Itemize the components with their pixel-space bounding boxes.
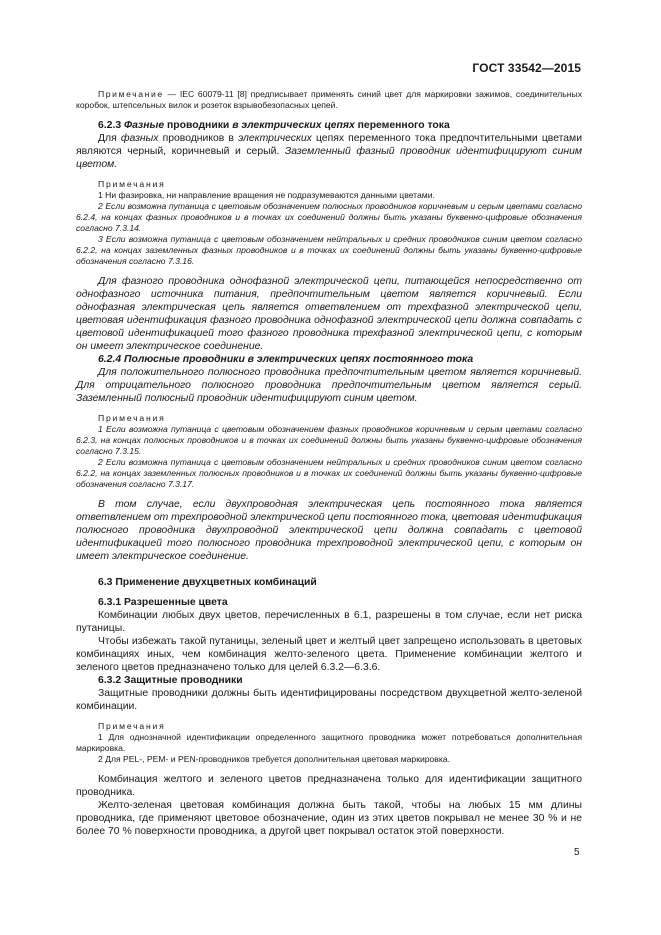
text-run: Для <box>98 133 121 144</box>
note-item: 1 Ни фазировка, ни направление вращения не подразумеваются данными цветами. <box>98 190 435 200</box>
page-number: 5 <box>574 847 580 858</box>
heading-number: 6.2.3 <box>98 120 124 131</box>
paragraph-pole-colors: Для положительного полюсного проводника предпочтительным цветом является коричневый. Для отрицательного полюсного проводника предпочтительным цветом является серый. Заземленный полюсный проводник идентифицируют синим цветом. <box>76 367 582 404</box>
paragraph-coverage-rule: Желто-зеленая цветовая комбинация должна быть такой, чтобы на любых 15 мм длины проводника, где применяют цветовое обозначение, один из этих цветов покрывал не менее 30 % и не более 70 % поверхности проводника, а другой цвет покрывал остаток этой поверхности. <box>76 800 582 837</box>
note-item: 2 Если возможна путаница с цветовым обозначением нейтральных и средних проводников синим цветом согласно 6.2.2, на концах заземленных полюсных проводников и в точках их соединений должны быть указаны буквенно-цифровые обозначения согласно 7.3.17. <box>76 457 582 489</box>
note-label: Примечание <box>98 89 164 99</box>
paragraph-phase-colors <box>76 132 582 171</box>
document-id: ГОСТ 33542—2015 <box>472 61 581 75</box>
heading-6-2-4: 6.2.4 Полюсные проводники в электрических цепях постоянного тока <box>98 354 474 365</box>
note-item: 2 Для PEL-, PEM- и PEN-проводников требуется дополнительная цветовая маркировка. <box>98 754 450 764</box>
heading-part: переменного тока <box>354 120 450 131</box>
heading-6-3-2: 6.3.2 Защитные проводники <box>98 675 243 686</box>
text-run: проводников в <box>158 133 239 144</box>
heading-6-3-1: 6.3.1 Разрешенные цвета <box>98 597 228 608</box>
note-item: 3 Если возможна путаница с цветовым обозначением нейтральных и средних проводников синим цветом согласно 6.2.2, на концах заземленных фазных проводников и в точках их соединений должны быть указаны буквенно-цифровые обозначения согласно 7.3.16. <box>76 234 582 266</box>
notes-title: Примечания <box>98 413 166 423</box>
note-item: 1 Для однозначной идентификации определенного защитного проводника может потребоваться дополнительная маркировка. <box>76 732 582 753</box>
paragraph-combination-purpose: Комбинация желтого и зеленого цветов предназначена только для идентификации защитного проводника. <box>76 774 582 798</box>
text-run: Заземленный фазный проводник идентифицируют синим цветом. <box>76 146 582 170</box>
note-iec <box>76 89 582 111</box>
paragraph-two-wire: В том случае, если двухпроводная электрическая цепь постоянного тока является ответвлением от трехпроводной электрической цепи постоянного тока, цветовая идентификация полюсного проводника двухпроводной электрической цепи должна совпадать с цветовой идентификацией того полюсного проводника трехпроводной электрической цепи, с которым он имеет электрическое соединение. <box>76 499 582 562</box>
paragraph-single-phase: Для фазного проводника однофазной электрической цепи, питающейся непосредственно от однофазного источника питания, предпочтительным цветом является коричневый. Если однофазная электрическая цепь является ответвлением от трехфазной электрической цепи, цветовая идентификация фазного проводника однофазной электрической цепи должна совпадать с цветовой идентификацией того фазного проводника трехфазной электрической цепи, с которым он имеет электрическое соединение. <box>76 276 582 352</box>
heading-part: Фазные <box>124 120 165 131</box>
text-run: электрических <box>238 133 312 144</box>
heading-part: в электрических цепях <box>232 120 355 131</box>
paragraph-allowed-colors: Комбинации любых двух цветов, перечисленных в 6.1, разрешены в том случае, если нет риска путаницы. <box>76 610 582 634</box>
page-content <box>76 89 582 838</box>
heading-6-2-3 <box>76 119 582 132</box>
paragraph-protective-conductors: Защитные проводники должны быть идентифицированы посредством двухцветной желто-зеленой комбинации. <box>76 688 582 712</box>
note-text: — IEC 60079-11 [8] предписывает применять синий цвет для маркировки зажимов, соединительных коробок, штепсельных вилок и розеток взрывобезопасных цепей. <box>76 89 582 110</box>
text-run: фазных <box>120 133 159 144</box>
notes-title: Примечания <box>98 179 166 189</box>
notes-title: Примечания <box>98 721 166 731</box>
text-run: цепях переменного тока предпочтительными цветами являются черный, коричневый и серый. <box>76 133 582 157</box>
heading-6-3: 6.3 Применение двухцветных комбинаций <box>98 577 317 588</box>
heading-part: проводники <box>164 120 233 131</box>
note-item: 2 Если возможна путаница с цветовым обозначением полюсных проводников коричневым и серым цветами согласно 6.2.4, на концах фазных проводников и в точках их соединений должны быть указаны буквенно-цифровые обозначения согласно 7.3.14. <box>76 201 582 233</box>
note-item: 1 Если возможна путаница с цветовым обозначением фазных проводников коричневым и серым цветами согласно 6.2.3, на концах полюсных проводников и в точках их соединений должны быть указаны буквенно-цифровые обозначения согласно 7.3.15. <box>76 424 582 456</box>
paragraph-yellow-green-restriction: Чтобы избежать такой путаницы, зеленый цвет и желтый цвет запрещено использовать в цветовых комбинациях иных, чем комбинация желто-зеленого цвета. Применение комбинации желтого и зеленого цветов предназначено только для целей 6.3.2—6.3.6. <box>76 636 582 673</box>
